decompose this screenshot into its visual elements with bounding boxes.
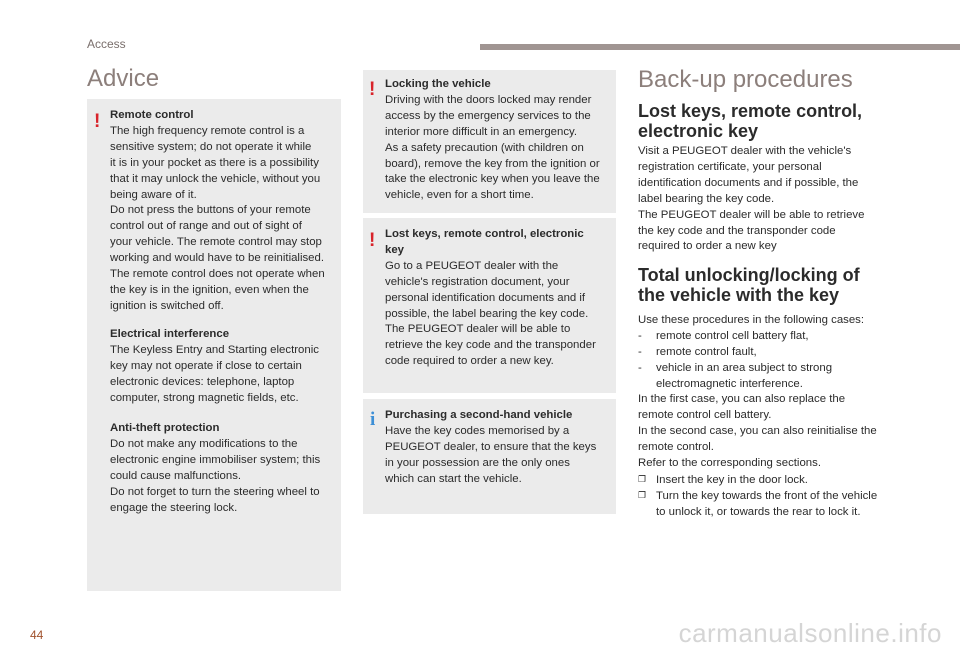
- note-heading: Locking the vehicle: [385, 78, 491, 90]
- note-text: Driving with the doors locked may render access by the emergency services to the interior more difficult in an emergency. As a safety precaution (with children on board), remove the key from the ignition or take the electronic key when you leave the vehicle, even for a short time.: [385, 93, 600, 202]
- watermark: carmanualsonline.info: [678, 618, 942, 648]
- running-header: Access: [87, 37, 126, 51]
- total-unlocking-title: Total unlocking/locking of the vehicle with the key: [638, 265, 860, 305]
- note-heading: Remote control: [110, 109, 194, 121]
- info-icon: i: [370, 409, 376, 430]
- note-heading: Electrical interference: [110, 328, 230, 340]
- note-text: Go to a PEUGEOT dealer with the vehicle's registration document, your personal identification documents and if possible, the label bearing the key code. The PEUGEOT dealer will be able to retrieve the key code and the transponder code required to order a new key.: [385, 259, 596, 368]
- dash-marker: -: [638, 345, 642, 358]
- warning-icon: !: [94, 111, 101, 132]
- list-item: [638, 473, 908, 489]
- list-item: [638, 361, 908, 393]
- note-remote-control: [110, 108, 340, 315]
- total-unlocking-intro: Use these procedures in the following cases:: [638, 314, 865, 326]
- advice-title: Advice: [87, 65, 160, 92]
- cases-list: [638, 329, 908, 393]
- note-text: The high frequency remote control is a sensitive system; do not operate it while it is in your pocket as there is a possibility that it may unlock the vehicle, without you being aware of it. Do not press the buttons of your remote control out of range and out of sight of your vehicle. The remote control may stop working and would have to be reinitialised. The remote control does not operate when the key is in the ignition, even when the ignition is switched off.: [110, 124, 325, 312]
- note-anti-theft: [110, 421, 340, 516]
- lost-keys-title: Lost keys, remote control, electronic key: [638, 101, 863, 141]
- backup-title: Back-up procedures: [638, 66, 853, 93]
- checkbox-icon: ❐: [638, 475, 647, 485]
- page-number: 44: [30, 628, 44, 642]
- list-item-text: Insert the key in the door lock.: [656, 474, 808, 486]
- lost-keys-text: Visit a PEUGEOT dealer with the vehicle's registration certificate, your personal identification documents and if possible, the label bearing the key code. The PEUGEOT dealer will be able to retrieve the key code and the transponder code required to order a new key: [638, 145, 865, 253]
- header-bar: [480, 44, 960, 50]
- warning-icon: !: [369, 230, 376, 251]
- warning-icon: !: [369, 79, 376, 100]
- note-text: Do not make any modifications to the electronic engine immobiliser system; this could cause malfunctions. Do not forget to turn the steering wheel to engage the steering lock.: [110, 437, 321, 514]
- note-text: Have the key codes memorised by a PEUGEOT dealer, to ensure that the keys in your possession are the only ones which can start the vehicle.: [385, 424, 597, 485]
- note-locking: [385, 77, 615, 204]
- note-heading: Anti-theft protection: [110, 422, 220, 434]
- checkbox-icon: ❐: [638, 490, 647, 501]
- list-item: [638, 329, 908, 345]
- note-heading: Purchasing a second-hand vehicle: [385, 409, 573, 421]
- dash-marker: -: [638, 361, 642, 374]
- note-text: The Keyless Entry and Starting electronic key may not operate if close to certain electronic devices: telephone, laptop computer, strong magnetic fields, etc.: [110, 343, 319, 404]
- note-second-hand: [385, 408, 615, 488]
- list-item: [638, 489, 908, 521]
- list-item-text: remote control fault,: [656, 345, 757, 358]
- steps-list: [638, 473, 908, 521]
- cases-after-text: In the first case, you can also replace the remote control cell battery. In the second case, you can also reinitialise the remote control. Refer to the corresponding sections.: [638, 393, 877, 469]
- note-electrical-interference: [110, 327, 340, 407]
- note-heading: Lost keys, remote control, electronic key: [385, 228, 584, 256]
- list-item-text: remote control cell battery flat,: [656, 330, 809, 342]
- dash-marker: -: [638, 330, 642, 342]
- list-item-text: vehicle in an area subject to strong electromagnetic interference.: [656, 361, 833, 390]
- list-item: [638, 345, 908, 361]
- list-item-text: Turn the key towards the front of the vehicle to unlock it, or towards the rear to lock it.: [656, 489, 878, 518]
- note-lost-keys: [385, 227, 615, 370]
